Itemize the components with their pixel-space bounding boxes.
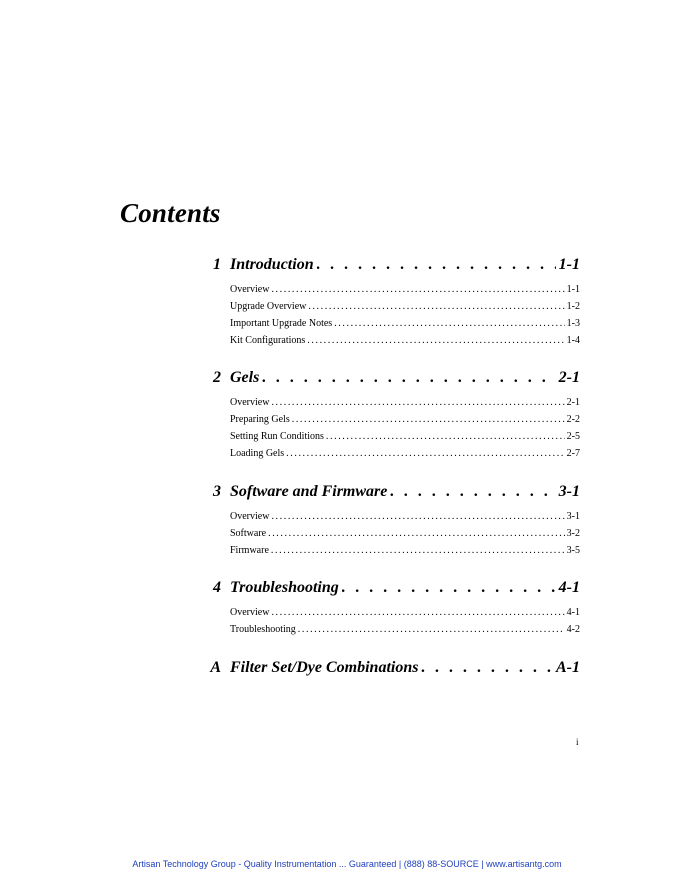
toc-section-entry[interactable]	[230, 397, 580, 414]
chapter-heading[interactable]	[200, 659, 580, 681]
dot-leader	[308, 301, 564, 312]
dot-leader	[292, 414, 565, 425]
section-page: 3-1	[566, 511, 580, 522]
section-page: 2-5	[566, 431, 580, 442]
chapter-heading[interactable]	[200, 483, 580, 505]
toc-section-entry[interactable]	[230, 448, 580, 465]
section-page: 3-5	[566, 545, 580, 556]
toc-section-entry[interactable]	[230, 528, 580, 545]
dot-leader	[326, 431, 565, 442]
chapter-number: 3	[213, 483, 221, 500]
chapter-page: 1-1	[558, 256, 580, 273]
section-page: 2-1	[566, 397, 580, 408]
section-title: Overview	[230, 397, 270, 408]
section-title: Software	[230, 528, 267, 539]
toc-section-entry[interactable]	[230, 284, 580, 301]
section-title: Setting Run Conditions	[230, 431, 324, 442]
section-page: 4-1	[566, 607, 580, 618]
section-title: Upgrade Overview	[230, 301, 307, 312]
dot-leader	[271, 397, 564, 408]
dot-leader	[390, 483, 555, 501]
dot-leader	[307, 335, 564, 346]
section-title: Overview	[230, 607, 270, 618]
dot-leader	[262, 369, 555, 387]
dot-leader	[271, 607, 564, 618]
section-page: 1-4	[566, 335, 580, 346]
chapter-page: 4-1	[558, 579, 580, 596]
chapter-title: Introduction	[230, 256, 314, 273]
dot-leader	[342, 579, 556, 597]
toc-section-entry[interactable]	[230, 335, 580, 352]
chapter-number: A	[210, 659, 221, 676]
chapter-title: Software and Firmware	[230, 483, 388, 500]
dot-leader	[298, 624, 565, 635]
chapter-page: 3-1	[558, 483, 580, 500]
section-page: 1-1	[566, 284, 580, 295]
section-title: Important Upgrade Notes	[230, 318, 333, 329]
chapter-page: A-1	[556, 659, 580, 676]
section-page: 1-2	[566, 301, 580, 312]
chapter-heading[interactable]	[200, 579, 580, 601]
toc-section-entry[interactable]	[230, 607, 580, 624]
section-title: Firmware	[230, 545, 269, 556]
section-page: 4-2	[566, 624, 580, 635]
chapter-title: Gels	[230, 369, 260, 386]
chapter-title: Troubleshooting	[230, 579, 339, 596]
chapter-page: 2-1	[558, 369, 580, 386]
chapter-number: 4	[213, 579, 221, 596]
toc-section-entry[interactable]	[230, 301, 580, 318]
page-title: Contents	[120, 198, 221, 228]
section-page: 2-7	[566, 448, 580, 459]
dot-leader	[334, 318, 564, 329]
chapter-heading[interactable]	[200, 369, 580, 391]
chapter-number: 1	[213, 256, 221, 273]
section-page: 3-2	[566, 528, 580, 539]
toc-chapter-1[interactable]	[200, 256, 580, 352]
dot-leader	[271, 545, 565, 556]
toc-section-entry[interactable]	[230, 431, 580, 448]
section-title: Preparing Gels	[230, 414, 290, 425]
chapter-heading[interactable]	[200, 256, 580, 278]
dot-leader	[271, 284, 564, 295]
toc-appendix-a[interactable]	[200, 659, 580, 681]
dot-leader	[268, 528, 565, 539]
toc-chapter-4[interactable]	[200, 579, 580, 641]
section-title: Kit Configurations	[230, 335, 306, 346]
section-title: Overview	[230, 284, 270, 295]
footer-banner[interactable]: Artisan Technology Group - Quality Instrumentation ... Guaranteed | (888) 88-SOURCE | www.artisantg.com	[132, 859, 562, 869]
chapter-title: Filter Set/Dye Combinations	[230, 659, 419, 676]
toc-section-entry[interactable]	[230, 318, 580, 335]
toc-section-entry[interactable]	[230, 414, 580, 431]
dot-leader	[271, 511, 564, 522]
section-page: 1-3	[566, 318, 580, 329]
section-title: Loading Gels	[230, 448, 285, 459]
section-title: Troubleshooting	[230, 624, 296, 635]
toc-chapter-3[interactable]	[200, 483, 580, 562]
toc-section-entry[interactable]	[230, 545, 580, 562]
dot-leader	[286, 448, 565, 459]
toc-section-entry[interactable]	[230, 511, 580, 528]
page-number: i	[576, 737, 579, 747]
dot-leader	[421, 659, 553, 677]
section-page: 2-2	[566, 414, 580, 425]
section-title: Overview	[230, 511, 270, 522]
toc-section-entry[interactable]	[230, 624, 580, 641]
chapter-number: 2	[213, 369, 221, 386]
dot-leader	[317, 256, 556, 274]
toc-chapter-2[interactable]	[200, 369, 580, 465]
